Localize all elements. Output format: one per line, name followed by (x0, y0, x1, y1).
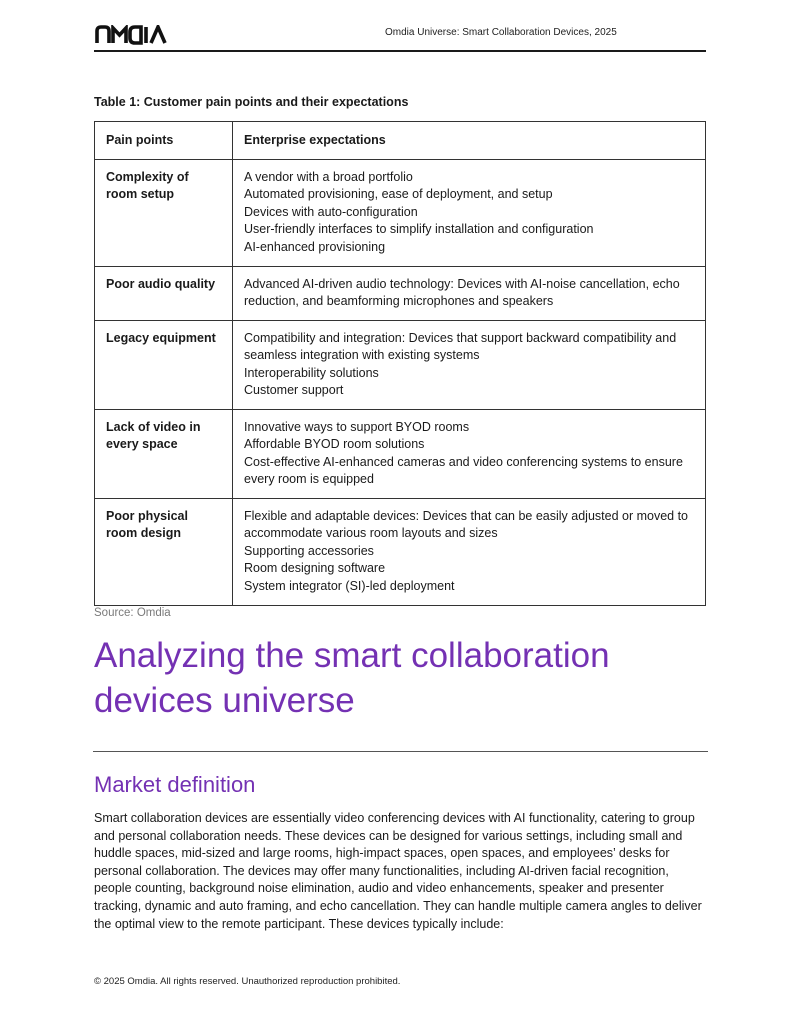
expectations-cell (233, 498, 706, 605)
expectation-item: Supporting accessories (244, 543, 374, 558)
pain-point-cell: Lack of video in every space (95, 409, 233, 498)
expectation-item: Devices with auto-configuration (244, 204, 418, 219)
expectation-item: A vendor with a broad portfolio (244, 169, 413, 184)
table-row (95, 409, 706, 498)
market-definition-paragraph: Smart collaboration devices are essentially video conferencing devices with AI functionality, catering to group and personal collaboration needs. These devices can be designed for various settings, including small and huddle spaces, mid-sized and large rooms, high-impact spaces, open spaces, and employees’ desks for personal collaboration. The devices may offer many functionalities, including AI-driven facial recognition, people counting, background noise elimination, audio and video enhancements, speaker and presenter tracking, dynamic and auto framing, and echo cancellation. They can handle multiple camera angles to deliver the optimal view to the remote participant. These devices typically include: (94, 811, 702, 931)
header-document-title: Omdia Universe: Smart Collaboration Devices, 2025 (385, 27, 617, 38)
omdia-logo (94, 25, 174, 45)
pain-point-cell: Legacy equipment (95, 320, 233, 409)
expectation-item: Automated provisioning, ease of deployment, and setup (244, 187, 553, 202)
table-source: Source: Omdia (94, 607, 171, 619)
expectations-cell (233, 320, 706, 409)
column-header-pain-points: Pain points (95, 122, 233, 160)
table-row (95, 159, 706, 266)
expectation-item: User-friendly interfaces to simplify installation and configuration (244, 222, 594, 237)
expectation-item: Advanced AI-driven audio technology: Devices with AI-noise cancellation, echo reduction, and beamforming microphones and speakers (244, 276, 680, 309)
header-divider (94, 50, 706, 52)
expectations-cell (233, 159, 706, 266)
expectation-item: Cost-effective AI-enhanced cameras and video conferencing systems to ensure every room is equipped (244, 454, 683, 487)
table-caption: Table 1: Customer pain points and their expectations (94, 95, 409, 109)
section-heading: Analyzing the smart collaboration devices universe (94, 636, 610, 720)
expectations-cell (233, 266, 706, 320)
expectation-item: Room designing software (244, 561, 386, 576)
pain-point-cell: Complexity of room setup (95, 159, 233, 266)
expectations-cell (233, 409, 706, 498)
expectation-item: Customer support (244, 383, 344, 398)
column-header-enterprise-expectations: Enterprise expectations (233, 122, 706, 160)
expectation-item: Compatibility and integration: Devices that support backward compatibility and seamless integration with existing systems (244, 330, 677, 363)
expectation-item: System integrator (SI)-led deployment (244, 578, 455, 593)
table-row (95, 320, 706, 409)
expectation-item: Interoperability solutions (244, 365, 379, 380)
table-row (95, 266, 706, 320)
expectation-item: AI-enhanced provisioning (244, 239, 386, 254)
expectation-item: Flexible and adaptable devices: Devices that can be easily adjusted or moved to accommodate various room layouts and sizes (244, 508, 689, 541)
subsection-heading: Market definition (94, 772, 256, 797)
table-row (95, 498, 706, 605)
expectation-item: Affordable BYOD room solutions (244, 437, 425, 452)
table-header-row (95, 122, 706, 160)
pain-point-cell: Poor physical room design (95, 498, 233, 605)
pain-point-cell: Poor audio quality (95, 266, 233, 320)
footer-copyright: © 2025 Omdia. All rights reserved. Unauthorized reproduction prohibited. (94, 976, 401, 987)
pain-points-table (94, 121, 706, 606)
section-divider (93, 751, 708, 752)
expectation-item: Innovative ways to support BYOD rooms (244, 419, 470, 434)
